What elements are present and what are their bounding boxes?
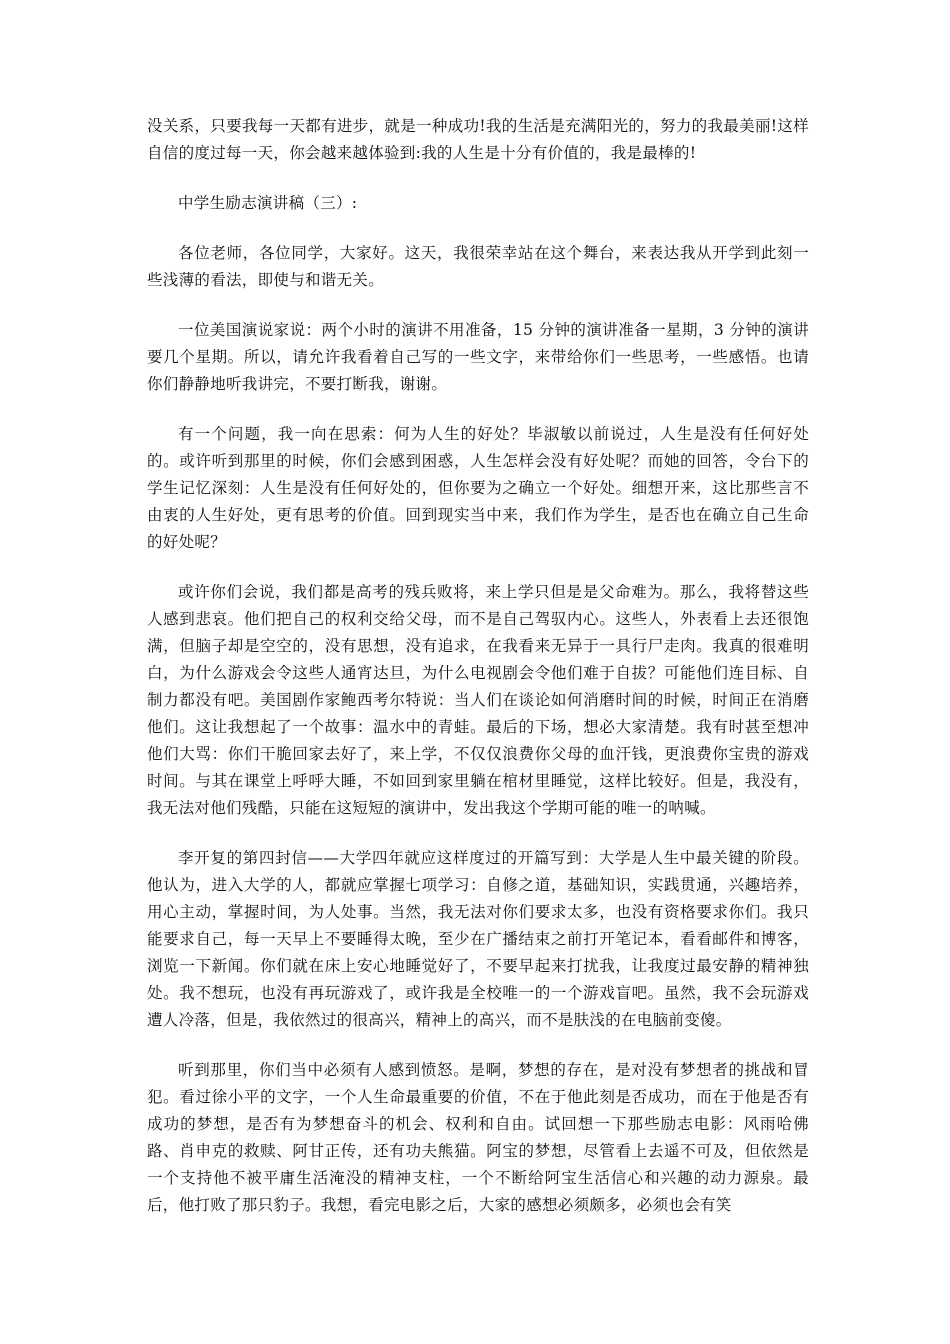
paragraph-speaker-quote: 一位美国演说家说：两个小时的演讲不用准备，15 分钟的演讲准备一星期，3 分钟的演讲要几个星期。所以，请允许我看着自己写的一些文字，来带给你们一些思考，一些感悟。也请你们静静地听我讲完，不要打断我，谢谢。 [147, 321, 809, 393]
section-heading: 中学生励志演讲稿（三）: [178, 194, 358, 212]
paragraph-meaning-of-life: 有一个问题，我一向在思索：何为人生的好处？毕淑敏以前说过，人生是没有任何好处的。或许听到那里的时候，你们会感到困惑，人生怎样会没有好处呢？而她的回答，令台下的学生记忆深刻：人生是没有任何好处的，但你要为之确立一个好处。细想开来，这比那些言不由衷的人生好处，更有思考的价值。回到现实当中来，我们作为学生，是否也在确立自己生命的好处呢？ [147, 425, 809, 551]
paragraph-dreams: 听到那里，你们当中必须有人感到愤怒。是啊，梦想的存在，是对没有梦想者的挑战和冒犯。看过徐小平的文字，一个人生命最重要的价值，不在于他此刻是否成功，而在于他是否有成功的梦想，是否有为梦想奋斗的机会、权利和自由。试回想一下那些励志电影：风雨哈佛路、肖申克的救赎、阿甘正传，还有功夫熊猫。阿宝的梦想，尽管看上去遥不可及，但依然是一个支持他不被平庸生活淹没的精神支柱，一个不断给阿宝生活信心和兴趣的动力源泉。最后，他打败了那只豹子。我想，看完电影之后，大家的感想必须颇多，必须也会有笑 [147, 1061, 809, 1214]
paragraph-greeting: 各位老师，各位同学，大家好。这天，我很荣幸站在这个舞台，来表达我从开学到此刻一些浅薄的看法，即使与和谐无关。 [147, 244, 809, 289]
paragraph-letter: 李开复的第四封信——大学四年就应这样度过的开篇写到：大学是人生中最关键的阶段。他认为，进入大学的人，都就应掌握七项学习：自修之道，基础知识，实践贯通，兴趣培养，用心主动，掌握时间，为人处事。当然，我无法对你们要求太多，也没有资格要求你们。我只能要求自己，每一天早上不要睡得太晚，至少在广播结束之前打开笔记本，看看邮件和博客，浏览一下新闻。你们就在床上安心地睡觉好了，不要早起来打扰我，让我度过最安静的精神独处。我不想玩，也没有再玩游戏了，或许我是全校唯一的一个游戏盲吧。虽然，我不会玩游戏遭人冷落，但是，我依然过的很高兴，精神上的高兴，而不是肤浅的在电脑前变傻。 [147, 849, 809, 1029]
paragraph-students: 或许你们会说，我们都是高考的残兵败将，来上学只但是是父命难为。那么，我将替这些人感到悲哀。他们把自己的权利交给父母，而不是自己驾驭内心。这些人，外表看上去还很饱满，但脑子却是空空的，没有思想，没有追求，在我看来无异于一具行尸走肉。我真的很难明白，为什么游戏会令这些人通宵达旦，为什么电视剧会令他们难于自拔？可能他们连目标、自制力都没有吧。美国剧作家鲍西考尔特说：当人们在谈论如何消磨时间的时候，时间正在消磨他们。这让我想起了一个故事：温水中的青蛙。最后的下场，想必大家清楚。我有时甚至想冲他们大骂：你们干脆回家去好了，来上学，不仅仅浪费你父母的血汗钱，更浪费你宝贵的游戏时间。与其在课堂上呼呼大睡，不如回到家里躺在棺材里睡觉，这样比较好。但是，我没有，我无法对他们残酷，只能在这短短的演讲中，发出我这个学期可能的唯一的呐喊。 [147, 583, 809, 817]
document-body [147, 113, 809, 1242]
paragraph-continuation: 没关系，只要我每一天都有进步，就是一种成功!我的生活是充满阳光的，努力的我最美丽!这样自信的度过每一天，你会越来越体验到:我的人生是十分有价值的，我是最棒的! [147, 117, 809, 162]
